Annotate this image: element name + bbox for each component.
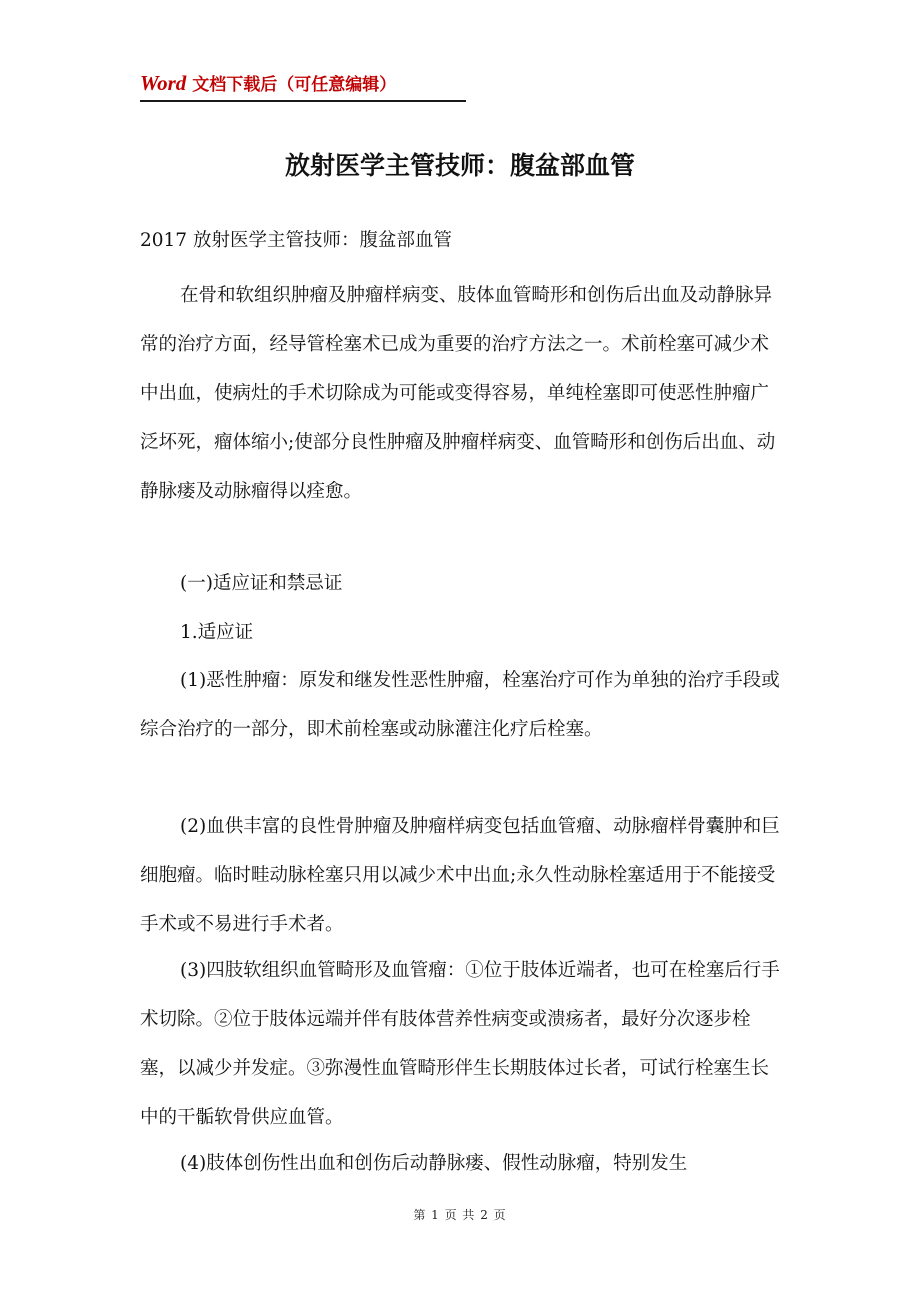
paragraph-intro: 在骨和软组织肿瘤及肿瘤样病变、肢体血管畸形和创伤后出血及动静脉异常的治疗方面，经导管栓塞术已成为重要的治疗方法之一。术前栓塞可减少术中出血，使病灶的手术切除成为可能或变得容易，单纯栓塞即可使恶性肿瘤广泛坏死，瘤体缩小;使部分良性肿瘤及肿瘤样病变、血管畸形和创伤后出血、动静脉瘘及动脉瘤得以痊愈。 bbox=[140, 285, 776, 502]
page-title: 放射医学主管技师：腹盆部血管 bbox=[284, 151, 635, 180]
document-subtitle: 2017 放射医学主管技师：腹盆部血管 bbox=[140, 230, 452, 251]
section-heading: (一)适应证和禁忌证 bbox=[180, 573, 343, 594]
document-header bbox=[140, 70, 466, 102]
subsection-heading: 1.适应证 bbox=[180, 622, 254, 643]
page-footer: 第 1 页 共 2 页 bbox=[413, 1208, 507, 1222]
header-text: 文档下载后（可任意编辑） bbox=[186, 75, 397, 95]
paragraph-item-3: (3)四肢软组织血管畸形及血管瘤：①位于肢体近端者，也可在栓塞后行手术切除。②位于肢体远端并伴有肢体营养性病变或溃疡者，最好分次逐步栓塞，以减少并发症。③弥漫性血管畸形伴生长期肢体过长者，可试行栓塞生长中的干骺软骨供应血管。 bbox=[140, 960, 780, 1128]
paragraph-item-1: (1)恶性肿瘤：原发和继发性恶性肿瘤，栓塞治疗可作为单独的治疗手段或综合治疗的一部分，即术前栓塞或动脉灌注化疗后栓塞。 bbox=[140, 670, 780, 740]
paragraph-item-4: (4)肢体创伤性出血和创伤后动静脉瘘、假性动脉瘤，特别发生 bbox=[180, 1153, 688, 1174]
header-brand: Word bbox=[140, 71, 187, 95]
paragraph-item-2: (2)血供丰富的良性骨肿瘤及肿瘤样病变包括血管瘤、动脉瘤样骨囊肿和巨细胞瘤。临时畦动脉栓塞只用以减少术中出血;永久性动脉栓塞适用于不能接受手术或不易进行手术者。 bbox=[140, 816, 780, 935]
